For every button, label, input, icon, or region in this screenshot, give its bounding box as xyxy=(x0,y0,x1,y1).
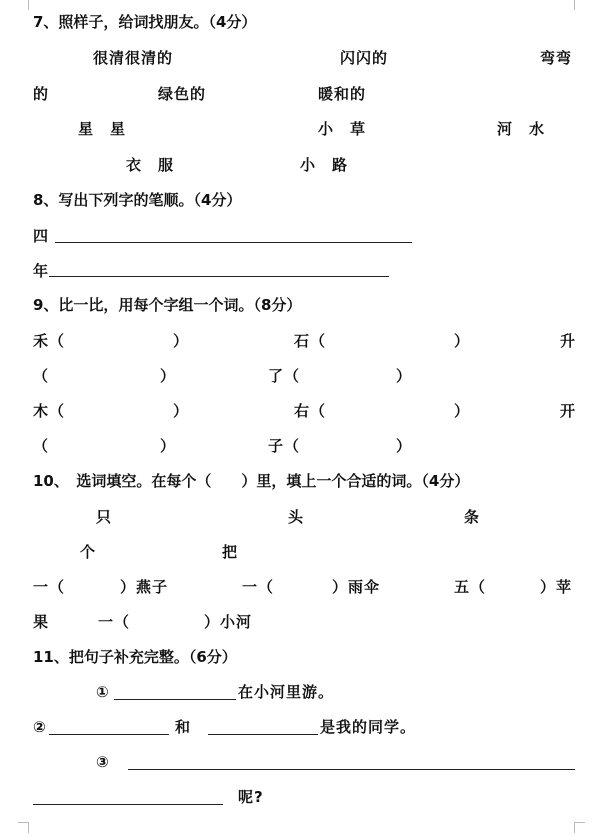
row1-sheng: 升 xyxy=(560,332,577,350)
stroke-order-line-si[interactable] xyxy=(55,242,412,243)
word-wanwan: 弯弯 xyxy=(540,49,573,67)
question-11-title: 11、把句子补充完整。（6分） xyxy=(33,648,237,666)
question-8-title: 8、写出下列字的笔顺。（4分） xyxy=(33,191,242,209)
noun-yifu: 衣 服 xyxy=(126,156,175,174)
fill-xiaohe-open: 一（ xyxy=(98,613,131,631)
sentence-3-end: 呢? xyxy=(238,788,264,806)
sentence-2-blank-2[interactable] xyxy=(208,734,318,735)
sentence-3-blank-1[interactable] xyxy=(128,769,575,770)
fill-yusan-close: ）雨伞 xyxy=(332,578,381,596)
fill-xiaohe-close: ）小河 xyxy=(204,613,253,631)
row3-mu-open: 木（ xyxy=(33,402,66,420)
sentence-1-blank[interactable] xyxy=(114,699,236,700)
word-de: 的 xyxy=(33,85,50,103)
row3-you-close: ） xyxy=(454,402,471,420)
crop-mark-bottom-right xyxy=(574,822,585,833)
row1-shi-open: 石（ xyxy=(294,332,327,350)
sentence-2-text: 是我的同学。 xyxy=(320,718,417,736)
option-tiao: 条 xyxy=(464,508,481,526)
row1-he-close: ） xyxy=(173,332,190,350)
stroke-order-line-nian[interactable] xyxy=(49,276,389,277)
sentence-3-blank-2[interactable] xyxy=(33,804,223,805)
row1-shi-close: ） xyxy=(454,332,471,350)
noun-xiaocao: 小 草 xyxy=(318,120,367,138)
word-henqing: 很清很清的 xyxy=(93,49,174,67)
sentence-2-he: 和 xyxy=(175,718,192,736)
row2-sheng-close: ） xyxy=(160,367,177,385)
sentence-2-number: ② xyxy=(33,718,47,736)
sentence-1-text: 在小河里游。 xyxy=(238,683,335,701)
char-nian: 年 xyxy=(33,262,50,280)
question-7-title: 7、照样子，给词找朋友。（4分） xyxy=(33,13,257,31)
noun-xiaolu: 小 路 xyxy=(300,156,349,174)
row4-kai-open: （ xyxy=(33,437,50,455)
row3-kai: 开 xyxy=(560,402,577,420)
noun-xingxing: 星 星 xyxy=(78,120,127,138)
word-lvse: 绿色的 xyxy=(158,85,207,103)
option-zhi: 只 xyxy=(96,508,113,526)
question-10-title: 10、 选词填空。在每个（ ）里，填上一个合适的词。（4分） xyxy=(33,472,470,490)
option-tou: 头 xyxy=(288,508,305,526)
row4-kai-close: ） xyxy=(160,437,177,455)
sentence-2-blank-1[interactable] xyxy=(49,734,169,735)
row4-zi-open: 子（ xyxy=(268,437,301,455)
row4-zi-close: ） xyxy=(396,437,413,455)
option-ge: 个 xyxy=(80,543,97,561)
row3-mu-close: ） xyxy=(173,402,190,420)
row2-le-open: 了（ xyxy=(268,367,301,385)
fill-yusan-open: 一（ xyxy=(242,578,275,596)
sentence-3-number: ③ xyxy=(96,753,110,771)
row2-le-close: ） xyxy=(396,367,413,385)
question-9-title: 9、比一比，用每个字组一个词。（8分） xyxy=(33,296,302,314)
crop-mark-top-left xyxy=(18,0,29,10)
char-si: 四 xyxy=(33,227,50,245)
crop-mark-bottom-left xyxy=(18,822,29,833)
row3-you-open: 右（ xyxy=(294,402,327,420)
fill-pingguo-open: 五（ xyxy=(454,578,487,596)
word-shanshan: 闪闪的 xyxy=(340,49,389,67)
crop-mark-top-right xyxy=(574,0,585,10)
fill-yanzi-open: 一（ xyxy=(33,578,66,596)
row2-sheng-open: （ xyxy=(33,367,50,385)
fill-yanzi-close: ）燕子 xyxy=(120,578,169,596)
fill-pingguo-guo: 果 xyxy=(33,613,50,631)
option-ba: 把 xyxy=(222,543,239,561)
sentence-1-number: ① xyxy=(96,683,110,701)
word-nuanhuo: 暖和的 xyxy=(318,85,367,103)
row1-he-open: 禾（ xyxy=(33,332,66,350)
noun-heshui: 河 水 xyxy=(497,120,546,138)
fill-pingguo-close: ）苹 xyxy=(540,578,573,596)
